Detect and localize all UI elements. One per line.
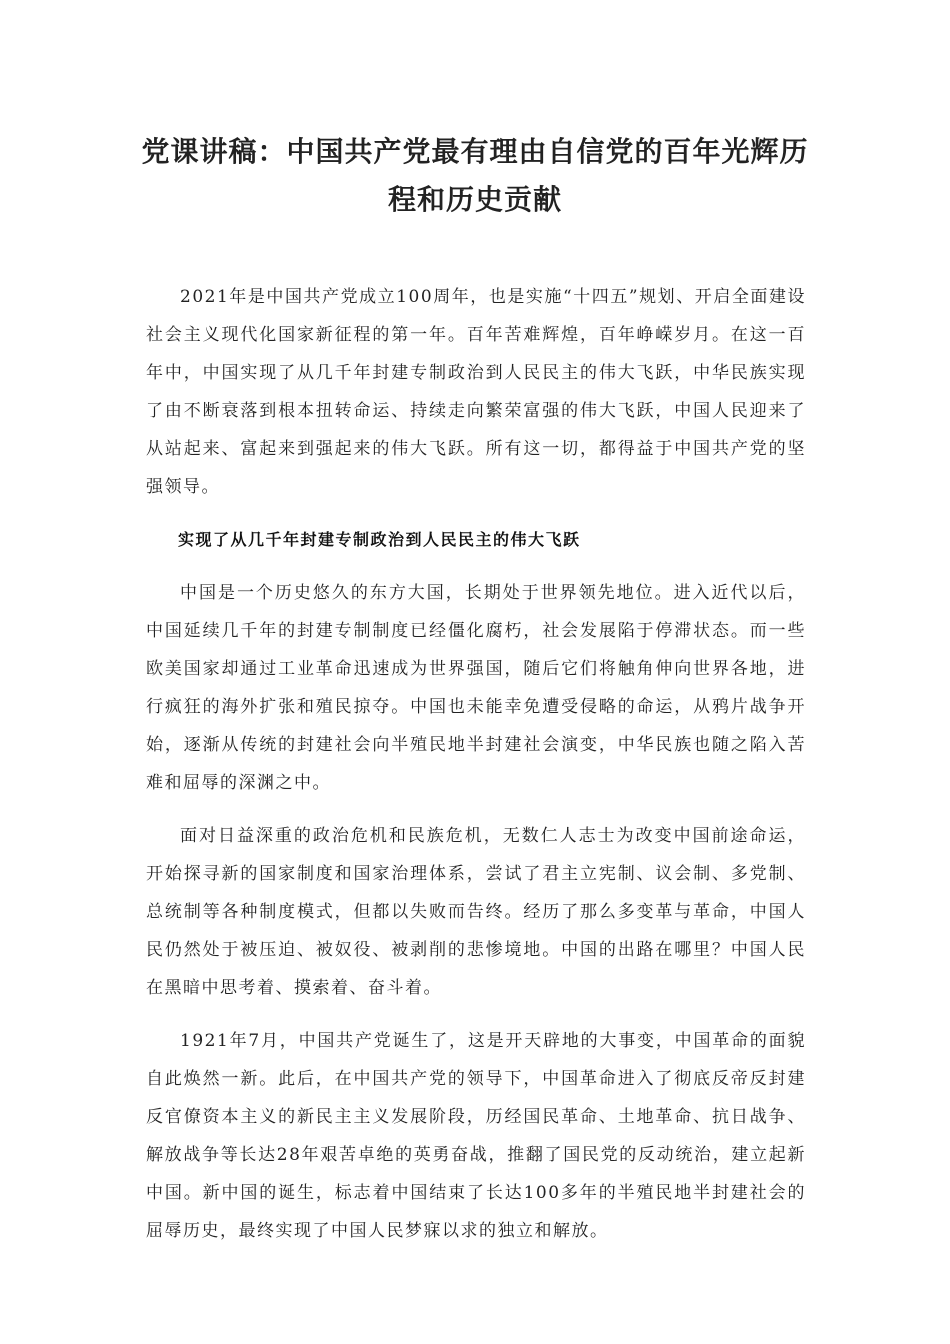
document-title: 党课讲稿：中国共产党最有理由自信党的百年光辉历程和历史贡献 — [141, 135, 809, 216]
paragraph-founding: 1921年7月，中国共产党诞生了，这是开天辟地的大事变，中国革命的面貌自此焕然一新。此后，在中国共产党的领导下，中国革命进入了彻底反帝反封建反官僚资本主义的新民主主义发展阶段，历经国民革命、土地革命、抗日战争、解放战争等长达28年艰苦卓绝的英勇奋战，推翻了国民党的反动统治，建立起新中国。新中国的诞生，标志着中国结束了长达100多年的半殖民地半封建社会的屈辱历史，最终实现了中国人民梦寐以求的独立和解放。 — [146, 1031, 806, 1241]
paragraph-history: 中国是一个历史悠久的东方大国，长期处于世界领先地位。进入近代以后，中国延续几千年的封建专制制度已经僵化腐朽，社会发展陷于停滞状态。而一些欧美国家却通过工业革命迅速成为世界强国，随后它们将触角伸向世界各地，进行疯狂的海外扩张和殖民掠夺。中国也未能幸免遭受侵略的命运，从鸦片战争开始，逐渐从传统的封建社会向半殖民地半封建社会演变，中华民族也随之陷入苦难和屈辱的深渊之中。 — [146, 583, 806, 793]
paragraph-intro: 2021年是中国共产党成立100周年，也是实施“十四五”规划、开启全面建设社会主义现代化国家新征程的第一年。百年苦难辉煌，百年峥嵘岁月。在这一百年中，中国实现了从几千年封建专制政治到人民民主的伟大飞跃，中华民族实现了由不断衰落到根本扭转命运、持续走向繁荣富强的伟大飞跃，中国人民迎来了从站起来、富起来到强起来的伟大飞跃。所有这一切，都得益于中国共产党的坚强领导。 — [146, 287, 806, 497]
paragraph-crisis: 面对日益深重的政治危机和民族危机，无数仁人志士为改变中国前途命运，开始探寻新的国家制度和国家治理体系，尝试了君主立宪制、议会制、多党制、总统制等各种制度模式，但都以失败而告终。经历了那么多变革与革命，中国人民仍然处于被压迫、被奴役、被剥削的悲惨境地。中国的出路在哪里？中国人民在黑暗中思考着、摸索着、奋斗着。 — [146, 826, 806, 998]
document-body — [146, 278, 806, 1265]
section-heading: 实现了从几千年封建专制政治到人民民主的伟大飞跃 — [178, 530, 581, 549]
